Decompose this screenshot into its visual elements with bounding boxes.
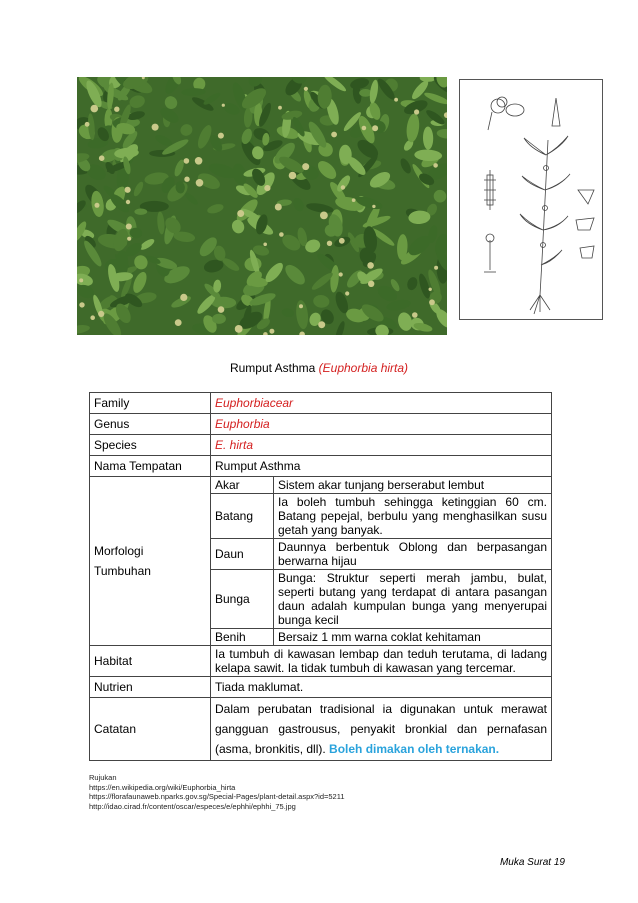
row-family	[90, 393, 552, 414]
flower-cluster-shape	[320, 212, 328, 220]
flower-cluster-shape	[372, 205, 375, 208]
row-genus	[90, 414, 552, 435]
flower-cluster-shape	[331, 132, 337, 138]
flower-cluster-shape	[90, 315, 95, 320]
flower-cluster-shape	[275, 204, 282, 211]
flower-cluster-shape	[289, 172, 297, 180]
morph-part: Daun	[211, 539, 274, 570]
local-name-value: Rumput Asthma	[211, 456, 552, 477]
leaf-shape	[312, 294, 330, 308]
leaf-shape	[77, 324, 90, 335]
nutrient-label: Nutrien	[90, 677, 211, 698]
leaf-shape	[398, 157, 413, 175]
notes-label: Catatan	[90, 698, 211, 761]
species-value: E. hirta	[211, 435, 552, 456]
leaf-shape	[212, 314, 226, 324]
plant-photo	[77, 77, 447, 335]
leaf-shape	[206, 202, 224, 215]
row-notes	[90, 698, 552, 761]
nutrient-value: Tiada maklumat.	[211, 677, 552, 698]
flower-cluster-shape	[368, 281, 374, 287]
flower-cluster-shape	[429, 299, 435, 305]
morph-part: Bunga	[211, 570, 274, 629]
leaf-shape	[305, 201, 334, 214]
leaf-shape	[431, 187, 447, 205]
flower-cluster-shape	[263, 332, 268, 335]
morph-part: Batang	[211, 494, 274, 539]
notes-value: Dalam perubatan tradisional ia digunakan untuk merawat gangguan gastrousus, penyakit bronkial dan pernafasan (asma, bronkitis, dll).	[215, 702, 547, 756]
row-local-name	[90, 456, 552, 477]
flower-cluster-shape	[345, 291, 349, 295]
leaf-shape	[334, 320, 347, 335]
leaf-shape	[410, 78, 431, 101]
local-name-label: Nama Tempatan	[90, 456, 211, 477]
flower-cluster-shape	[362, 126, 367, 131]
flower-cluster-shape	[264, 185, 270, 191]
morph-part: Akar	[211, 477, 274, 494]
flower-cluster-shape	[318, 321, 325, 328]
flower-cluster-shape	[180, 294, 187, 301]
morphology-label-line2: Tumbuhan	[94, 564, 151, 578]
plant-info-table	[89, 392, 552, 761]
botanical-illustration	[459, 79, 603, 320]
row-habitat	[90, 646, 552, 677]
leaf-shape	[282, 262, 308, 288]
morph-desc: Bersaiz 1 mm warna coklat kehitaman	[274, 629, 552, 646]
morph-desc: Bunga: Struktur seperti merah jambu, bulat, seperti butang yang terdapat di antara pasangan daun adalah kumpulan bunga yang menyerupai bunga kecil	[274, 570, 552, 629]
genus-value: Euphorbia	[211, 414, 552, 435]
flower-cluster-shape	[341, 185, 345, 189]
caption-scientific-name: (Euphorbia hirta)	[318, 361, 409, 375]
leaf-shape	[181, 88, 206, 96]
genus-label: Genus	[90, 414, 211, 435]
row-species	[90, 435, 552, 456]
references-heading: Rujukan	[89, 773, 117, 782]
leaf-shape	[281, 307, 295, 318]
flower-cluster-shape	[85, 122, 90, 127]
leaf-shape	[132, 180, 145, 197]
flower-cluster-shape	[304, 87, 308, 91]
flower-cluster-shape	[414, 109, 419, 114]
flower-cluster-shape	[269, 329, 274, 334]
morph-desc: Ia boleh tumbuh sehingga ketinggian 60 cm. Batang pepejal, berbulu yang menghasilkan susu getah yang banyak.	[274, 494, 552, 539]
flower-cluster-shape	[125, 187, 131, 193]
flower-cluster-shape	[235, 325, 243, 333]
family-label: Family	[90, 393, 211, 414]
flower-cluster-shape	[433, 163, 438, 168]
botanical-drawing-image	[460, 80, 602, 319]
leaf-shape	[405, 113, 421, 143]
flower-cluster-shape	[95, 203, 100, 208]
flower-cluster-shape	[99, 155, 105, 161]
flower-cluster-shape	[302, 163, 309, 170]
morph-part: Benih	[211, 629, 274, 646]
flower-cluster-shape	[394, 98, 398, 102]
reference-link[interactable]: https://en.wikipedia.org/wiki/Euphorbia_hirta	[89, 782, 236, 792]
references	[89, 773, 345, 811]
flower-cluster-shape	[196, 179, 204, 187]
leaf-shape	[406, 276, 419, 292]
leaf-shape	[131, 270, 150, 295]
leaf-shape	[423, 126, 434, 149]
reference-link[interactable]: http://idao.cirad.fr/content/oscar/especes/e/ephhi/ephhi_75.jpg	[89, 801, 296, 811]
flower-cluster-shape	[299, 304, 303, 308]
leaf-shape	[436, 128, 447, 139]
flower-cluster-shape	[339, 272, 343, 276]
leaf-shape	[134, 208, 147, 215]
flower-cluster-shape	[412, 312, 418, 318]
reference-link[interactable]: https://florafaunaweb.nparks.gov.sg/Special-Pages/plant-detail.aspx?id=5211	[89, 792, 345, 801]
leaf-shape	[291, 196, 305, 213]
notes-cell	[211, 698, 552, 761]
flower-cluster-shape	[126, 200, 130, 204]
leaf-shape	[156, 211, 165, 235]
flower-cluster-shape	[299, 332, 305, 336]
flower-cluster-shape	[278, 106, 282, 110]
species-label: Species	[90, 435, 211, 456]
leaf-foliage-image	[77, 77, 447, 335]
flower-cluster-shape	[218, 133, 224, 139]
morphology-label	[90, 477, 211, 646]
flower-cluster-shape	[279, 232, 284, 237]
habitat-label: Habitat	[90, 646, 211, 677]
leaf-shape	[349, 77, 370, 91]
row-nutrient	[90, 677, 552, 698]
flower-cluster-shape	[339, 238, 345, 244]
flower-cluster-shape	[184, 177, 189, 182]
flower-cluster-shape	[372, 125, 378, 131]
morph-desc: Daunnya berbentuk Oblong dan berpasangan berwarna hijau	[274, 539, 552, 570]
flower-cluster-shape	[195, 157, 203, 165]
flower-cluster-shape	[429, 288, 432, 291]
family-value: Euphorbiacear	[211, 393, 552, 414]
flower-cluster-shape	[222, 104, 225, 107]
flower-cluster-shape	[79, 302, 84, 307]
morph-desc: Sistem akar tunjang berserabut lembut	[274, 477, 552, 494]
flower-cluster-shape	[444, 112, 447, 118]
leaf-shape	[230, 218, 246, 235]
leaf-shape	[295, 299, 310, 329]
flower-cluster-shape	[367, 262, 374, 269]
figure-caption	[0, 361, 638, 375]
flower-cluster-shape	[91, 105, 99, 113]
page-number: Muka Surat 19	[499, 857, 565, 868]
flower-cluster-shape	[152, 124, 159, 131]
flower-cluster-shape	[352, 198, 356, 202]
flower-cluster-shape	[127, 237, 131, 241]
leaf-shape	[178, 122, 195, 138]
leaf-shape	[183, 191, 199, 206]
morphology-label-line1: Morfologi	[94, 544, 144, 558]
flower-cluster-shape	[327, 241, 332, 246]
flower-cluster-shape	[237, 210, 244, 217]
notes-highlight: Boleh dimakan oleh ternakan.	[329, 742, 500, 756]
flower-cluster-shape	[79, 278, 83, 282]
flower-cluster-shape	[184, 158, 190, 164]
caption-common-name: Rumput Asthma	[229, 361, 316, 375]
flower-cluster-shape	[434, 266, 438, 270]
flower-cluster-shape	[218, 306, 225, 313]
flower-cluster-shape	[126, 224, 132, 230]
flower-cluster-shape	[98, 311, 104, 317]
leaf-shape	[202, 91, 222, 107]
row-morphology-akar	[90, 477, 552, 494]
flower-cluster-shape	[114, 107, 119, 112]
leaf-shape	[315, 158, 340, 182]
flower-cluster-shape	[175, 319, 182, 326]
habitat-value: Ia tumbuh di kawasan lembap dan teduh terutama, di ladang kelapa sawit. Ia tidak tumbuh di kawasan yang tercemar.	[211, 646, 552, 677]
flower-cluster-shape	[263, 243, 267, 247]
